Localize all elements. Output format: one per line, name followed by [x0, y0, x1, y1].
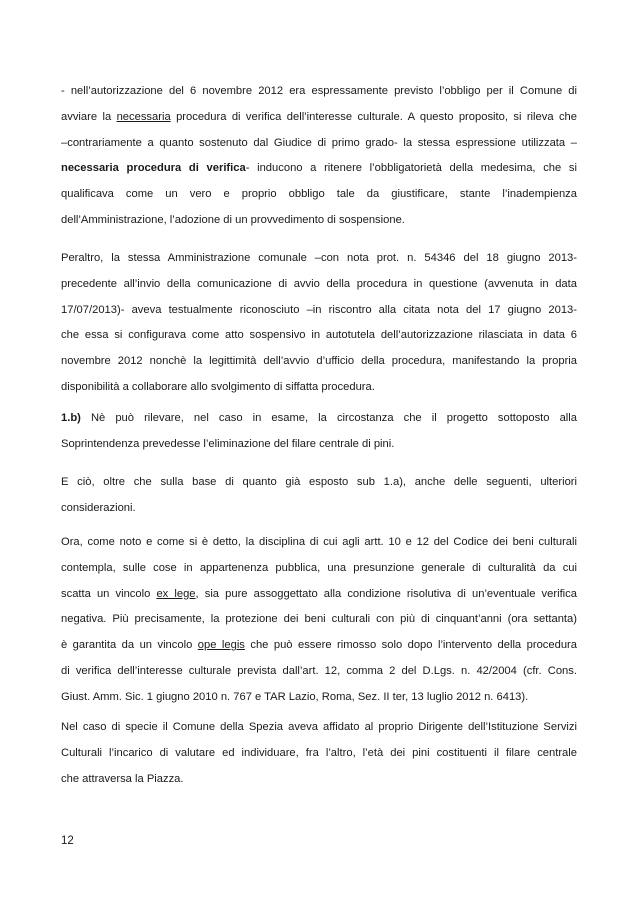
- page-number: 12: [61, 835, 74, 847]
- text-line: di verifica dell’interesse culturale prevista dall’art. 12, comma 2 del D.Lgs. n. 42/2004 (cfr. Cons.: [61, 664, 577, 677]
- text-line: 17/07/2013)- aveva testualmente riconosciuto –in riscontro alla citata nota del 17 giugno 2013-: [61, 303, 577, 316]
- text-segment: che può essere rimosso solo dopo l’intervento della procedura: [244, 639, 577, 652]
- text-line: che attraversa la Piazza.: [61, 772, 184, 785]
- text-line: novembre 2012 nonchè la legittimità dell’avvio d’ufficio della procedura, manifestando la propria: [61, 355, 577, 368]
- text-line: Culturali l’incarico di valutare ed individuare, fra l’altro, l’età dei pini costituenti il filare centrale: [61, 746, 577, 759]
- underlined-text: ex lege: [156, 587, 196, 600]
- text-line: Peraltro, la stessa Amministrazione comunale –con nota prot. n. 54346 del 18 giugno 2013-: [61, 252, 577, 264]
- text-line: [61, 582, 577, 608]
- text-segment: - inducono a ritenere l’obbligatorietà della medesima, che si: [245, 162, 577, 175]
- text-line: [61, 156, 577, 182]
- text-segment: è garantita da un vincolo: [61, 639, 198, 652]
- text-line: [61, 633, 577, 659]
- text-line: qualificava come un vero e proprio obbligo tale da giustificare, stante l’inadempienza: [61, 188, 577, 201]
- paragraph-2: [61, 246, 577, 401]
- paragraph-4: [61, 470, 577, 522]
- text-line: Soprintendenza prevedesse l’eliminazione del filare centrale di pini.: [61, 437, 395, 450]
- paragraph-3: [61, 406, 577, 458]
- text-segment: Nè può rilevare, nel caso in esame, la circostanza che il progetto sottoposto alla: [80, 412, 577, 424]
- text-line: contempla, sulle cose in appartenenza pubblica, una presunzione generale di culturalità da cui: [61, 561, 577, 574]
- paragraph-6: [61, 715, 577, 792]
- text-line: che essa si configurava come atto sospensivo in autotutela dell’autorizzazione rilasciata in data 6: [61, 329, 577, 342]
- text-line: E ciò, oltre che sulla base di quanto già esposto sub 1.a), anche delle seguenti, ulteriori: [61, 476, 577, 488]
- text-line: precedente all’invio della comunicazione di avvio della procedura in questione (avvenuta in data: [61, 277, 577, 290]
- text-line: - nell’autorizzazione del 6 novembre 2012 era espressamente previsto l’obbligo per il Comune di: [61, 85, 577, 97]
- text-line: Ora, come noto e come si è detto, la disciplina di cui agli artt. 10 e 12 del Codice dei beni culturali: [61, 536, 577, 548]
- text-line: [61, 406, 577, 432]
- bold-text: 1.b): [61, 412, 81, 424]
- text-line: [61, 105, 577, 131]
- bold-text: necessaria procedura di verifica: [61, 162, 246, 175]
- text-line: dell’Amministrazione, l’adozione di un provvedimento di sospensione.: [61, 213, 405, 226]
- underlined-text: necessaria: [116, 110, 171, 123]
- text-segment: avviare la: [61, 110, 117, 123]
- underlined-text: ope legis: [197, 639, 245, 652]
- text-line: Nel caso di specie il Comune della Spezia aveva affidato al proprio Dirigente dell’Istituzione Servizi: [61, 721, 577, 733]
- text-line: disponibilità a collaborare allo svolgimento di siffatta procedura.: [61, 380, 375, 393]
- text-line: Giust. Amm. Sic. 1 giugno 2010 n. 767 e TAR Lazio, Roma, Sez. II ter, 13 luglio 2012 n. 6413).: [61, 690, 529, 703]
- text-segment: scatta un vincolo: [61, 587, 157, 600]
- text-line: negativa. Più precisamente, la protezione dei beni culturali con più di cinquant’anni (ora settanta): [61, 613, 577, 626]
- paragraph-1: [61, 79, 577, 234]
- text-segment: procedura di verifica dell’interesse culturale. A questo proposito, si rileva che: [170, 110, 577, 123]
- text-line: considerazioni.: [61, 501, 136, 514]
- paragraph-5: [61, 530, 577, 711]
- text-segment: , sia pure assoggettato alla condizione risolutiva di un’eventuale verifica: [195, 587, 577, 600]
- text-line: –contrariamente a quanto sostenuto dal Giudice di primo grado- la stessa espressione utilizzata –: [61, 136, 577, 149]
